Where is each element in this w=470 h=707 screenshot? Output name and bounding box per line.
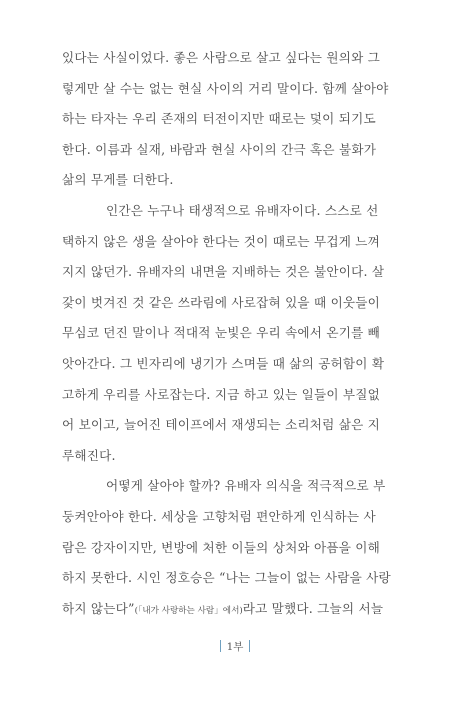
section-label: 1부 [226,641,244,653]
text-line: 택하지 않은 생을 살아야 한다는 것이 때로는 무겁게 느껴 [62,233,381,249]
footer-divider-right [249,640,250,652]
text-line: 하는 타자는 우리 존재의 터전이지만 때로는 덫이 되기도 [62,111,376,127]
text-line: 고하게 우리를 사로잡는다. 지금 하고 있는 일들이 부질없 [62,386,381,402]
text-line: 앗아간다. 그 빈자리에 냉기가 스며들 때 삶의 공허함이 확 [62,355,385,371]
text-line: 어 보이고, 늘어진 테이프에서 재생되는 소리처럼 삶은 지 [62,417,381,433]
quote-end-text: 하지 않는다” [62,600,135,616]
text-line: 갗이 벗겨진 것 같은 쓰라림에 사로잡혀 있을 때 이웃들이 [62,294,381,310]
citation-text: (「내가 사랑하는 사람」에서) [134,605,243,616]
body-text [62,43,397,624]
text-line: 인간은 누구나 태생적으로 유배자이다. 스스로 선 [106,202,379,218]
text-line: 렇게만 살 수는 없는 현실 사이의 거리 말이다. 함께 살아야 [62,80,389,96]
text-line: 한다. 이름과 실재, 바람과 현실 사이의 간극 혹은 불화가 [62,141,377,157]
text-line: 루해진다. [62,447,116,463]
footer-divider-left [220,640,221,652]
text-line: 둥켜안아야 한다. 세상을 고향처럼 편안하게 인식하는 사 [62,508,376,524]
line-continuation-text: 라고 말했다. 그늘의 서늘 [242,600,384,616]
paragraph-2 [62,196,397,471]
text-line: 있다는 사실이었다. 좋은 사람으로 살고 싶다는 원의와 그 [62,50,381,65]
paragraph-3 [62,471,397,624]
text-line: 지지 않던가. 유배자의 내면을 지배하는 것은 불안이다. 살 [62,264,385,280]
text-line-with-citation [62,594,397,625]
text-line: 어떻게 살아야 할까? 유배자 의식을 적극적으로 부 [106,478,386,494]
text-line: 무심코 던진 말이나 적대적 눈빛은 우리 속에서 온기를 빼 [62,325,381,341]
page-footer [0,639,470,654]
text-line: 삶의 무게를 더한다. [62,172,174,188]
text-line: 람은 강자이지만, 변방에 처한 이들의 상처와 아픔을 이해 [62,539,381,555]
text-line: 하지 못한다. 시인 정호승은 “나는 그늘이 없는 사람을 사랑 [62,570,391,586]
paragraph-1 [62,43,397,196]
